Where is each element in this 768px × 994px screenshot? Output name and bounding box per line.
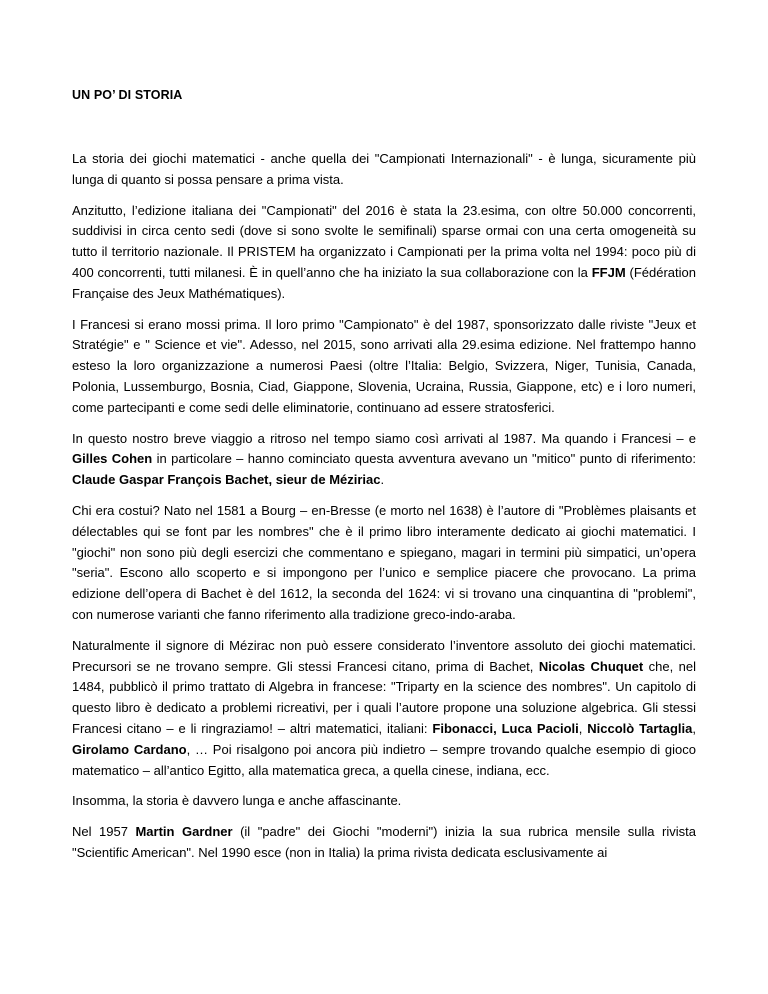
paragraph-french-championship: I Francesi si erano mossi prima. Il loro primo "Campionato" è del 1987, sponsorizzato dalle riviste "Jeux et Stratégie" e " Science et vie". Adesso, nel 2015, sono arrivati alla 29.esima edizione. Nel frattempo hanno esteso la loro organizzazione a numerosi Paesi (oltre l’Italia: Belgio, Svizzera, Niger, Tunisia, Canada, Polonia, Lussemburgo, Bosnia, Ciad, Giappone, Slovenia, Ucraina, Russia, Giappone, etc) e i loro numeri, come partecipanti e come sedi delle eliminatorie, continuano ad essere stratosferici.	[72, 316, 696, 415]
paragraph-gardner: Nel 1957 Martin Gardner (il "padre" dei Giochi "moderni") inizia la sua rubrica mensile sulla rivista "Scientific American". Nel 1990 esce (non in Italia) la prima rivista dedicata esclusivamente ai	[72, 824, 696, 860]
name-bachet: Claude Gaspar François Bachet, sieur de Méziriac	[72, 472, 381, 488]
name-gilles-cohen: Gilles Cohen	[72, 451, 153, 467]
name-chuquet: Nicolas Chuquet	[538, 658, 644, 674]
ffjm-acronym: FFJM	[591, 264, 626, 280]
name-fibonacci-pacioli: Fibonacci, Luca Pacioli	[432, 720, 579, 736]
document-body	[72, 149, 696, 864]
paragraph-precursors: Naturalmente il signore di Mézirac non può essere considerato l’inventore assoluto dei giochi matematici. Precursori se ne trovano sempre. Gli stessi Francesi citano, prima di Bachet, Nicolas Chuquet che, nel 1484, pubblicò il primo trattato di Algebra in francese: "Triparty en la science des nombres". Un capitolo di questo libro è dedicato a problemi ricreativi, per i quali l’autore propone una soluzione algebrica. Gli stessi Francesi citano – e li ringraziamo! – altri matematici, italiani: Fibonacci, Luca Pacioli, Niccolò Tartaglia, Girolamo Cardano, … Poi risalgono poi ancora più indietro – sempre trovando qualche esempio di gioco matematico – all’antico Egitto, alla matematica greca, a quella cinese, indiana, ecc.	[72, 637, 696, 778]
name-cardano: Girolamo Cardano	[72, 741, 187, 757]
paragraph-summary: Insomma, la storia è davvero lunga e anche affascinante.	[72, 793, 402, 809]
paragraph-1987: In questo nostro breve viaggio a ritroso nel tempo siamo così arrivati al 1987. Ma quando i Francesi – e Gilles Cohen in particolare – hanno cominciato questa avventura avevano un "mitico" punto di riferimento: Claude Gaspar François Bachet, sieur de Méziriac.	[72, 430, 696, 488]
paragraph-bachet: Chi era costui? Nato nel 1581 a Bourg – en-Bresse (e morto nel 1638) è l’autore di "Problèmes plaisants et délectables qui se font par les nombres" che è il primo libro interamente dedicato ai giochi matematici. I "giochi" non sono più degli esercizi che commentano e spiegano, magari in termini più simpatici, un’opera "seria". Escono allo scoperto e si impongono per l’unico e semplice piacere che provocano. La prima edizione dell’opera di Bachet è del 1612, la seconda del 1624: vi si trovano una cinquantina di "problemi", con numerose varianti che fanno riferimento alla tradizione greco-indo-araba.	[72, 502, 696, 622]
paragraph-intro: La storia dei giochi matematici - anche quella dei "Campionati Internazionali" - è lunga, sicuramente più lunga di quanto si possa pensare a prima vista.	[72, 151, 696, 187]
name-martin-gardner: Martin Gardner	[135, 824, 233, 840]
name-tartaglia: Niccolò Tartaglia	[587, 720, 693, 736]
paragraph-italian-edition: Anzitutto, l’edizione italiana dei "Campionati" del 2016 è stata la 23.esima, con oltre 50.000 concorrenti, suddivisi in circa cento sedi (dove si sono svolte le semifinali) sparse ormai con una certa omogeneità su tutto il territorio nazionale. Il PRISTEM ha organizzato i Campionati per la prima volta nel 1994: poco più di 400 concorrenti, tutti milanesi. È in quell’anno che ha iniziato la sua collaborazione con la FFJM (Fédération Française des Jeux Mathématiques).	[72, 202, 696, 301]
section-title: UN PO’ DI STORIA	[72, 88, 183, 102]
